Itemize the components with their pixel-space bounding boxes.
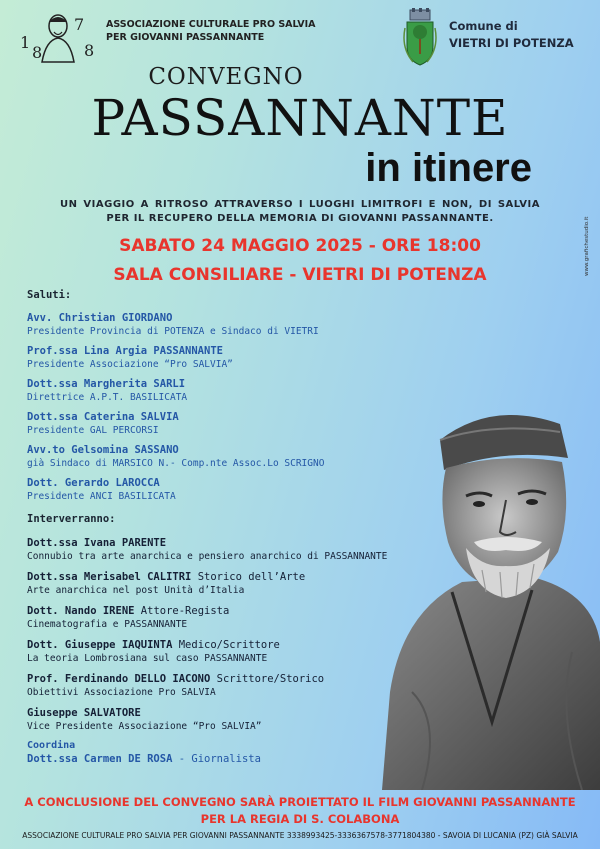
comune-crest [403,8,437,68]
saluti-name: Prof.ssa Lina Argia PASSANNANTE [27,345,223,357]
saluti-heading: Saluti: [27,289,72,301]
main-title: PASSANNANTE [91,89,509,147]
closing-line2: PER LA REGIA DI S. COLABONA [200,812,400,826]
comune-line2: VIETRI DI POTENZA [449,36,574,50]
speaker-name: Dott. Nando IRENE [27,605,135,617]
speaker-name: Dott.ssa Ivana PARENTE [27,537,167,549]
saluti-role: Presidente GAL PERCORSI [27,425,159,436]
svg-text:8: 8 [84,41,95,60]
association-name-line1: ASSOCIAZIONE CULTURALE PRO SALVIA [106,19,316,30]
convegno-label: CONVEGNO [148,64,304,90]
saluti-name: Avv.to Gelsomina SASSANO [27,444,179,456]
event-venue: SALA CONSILIARE - VIETRI DI POTENZA [113,265,487,285]
association-name [106,18,316,44]
saluti-name: Dott.ssa Caterina SALVIA [27,411,179,423]
coordina-role: - Giornalista [178,753,261,765]
speaker-title: Scrittore/Storico [216,673,325,685]
coordina-name: Dott.ssa Carmen DE ROSA [27,753,173,765]
speaker-topic: Connubio tra arte anarchica e pensiero anarchico di PASSANNANTE [27,551,388,562]
association-name-line2: PER GIOVANNI PASSANNANTE [106,32,265,43]
coordina-heading: Coordina [27,740,76,751]
speaker-topic: Obiettivi Associazione Pro SALVIA [27,687,216,698]
speaker-name: Dott.ssa Merisabel CALITRI [27,571,192,583]
speaker-name: Giuseppe SALVATORE [27,707,141,719]
svg-text:7: 7 [74,15,85,34]
speaker-name: Prof. Ferdinando DELLO IACONO [27,673,211,685]
speaker-topic: La teoria Lombrosiana sul caso PASSANNANTE [27,653,268,664]
designer-credit: www.grafichestudio.it [584,216,590,276]
saluti-role: Presidente ANCI BASILICATA [27,491,176,502]
svg-text:8: 8 [32,43,43,62]
event-date: SABATO 24 MAGGIO 2025 - ORE 18:00 [119,236,481,256]
speaker-title: Storico dell’Arte [197,571,306,583]
saluti-role: Direttrice A.P.T. BASILICATA [27,392,188,403]
portrait-photo [382,392,600,790]
comune-name [449,18,574,52]
saluti-name: Avv. Christian GIORDANO [27,312,173,324]
saluti-role: già Sindaco di MARSICO N.- Comp.nte Assoc.Lo SCRIGNO [27,458,325,469]
association-logo [18,8,100,64]
svg-text:1: 1 [20,33,31,52]
closing-line1: A CONCLUSIONE DEL CONVEGNO SARÀ PROIETTATO IL FILM GIOVANNI PASSANNANTE [24,795,576,809]
interventi-heading: Interverranno: [27,513,116,525]
speaker-topic: Vice Presidente Associazione “Pro SALVIA” [27,721,262,732]
speaker-name: Dott. Giuseppe IAQUINTA [27,639,173,651]
saluti-role: Presidente Associazione “Pro SALVIA” [27,359,233,370]
footer-contacts: ASSOCIAZIONE CULTURALE PRO SALVIA PER GIOVANNI PASSANNANTE 3338993425-3336367578-3771804380 - SAVOIA DI LUCANIA (PZ) GIÀ SALVIA [22,831,578,840]
speaker-topic: Arte anarchica nel post Unità d’Italia [27,585,245,596]
saluti-name: Dott.ssa Margherita SARLI [27,378,186,390]
saluti-item [27,311,447,338]
saluti-role: Presidente Provincia di POTENZA e Sindaco di VIETRI [27,326,319,337]
speaker-topic: Cinematografia e PASSANNANTE [27,619,188,630]
speaker-title: Attore-Regista [140,605,230,617]
subtitle: in itinere [365,146,532,190]
speaker-title: Medico/Scrittore [178,639,280,651]
comune-line1: Comune di [449,19,518,33]
intro-text: UN VIAGGIO A RITROSO ATTRAVERSO I LUOGHI LIMITROFI E NON, DI SALVIA PER IL RECUPERO DELLA MEMORIA DI GIOVANNI PASSANNANTE. [60,199,540,224]
closing-announcement [0,794,600,828]
saluti-item [27,344,447,371]
saluti-name: Dott. Gerardo LAROCCA [27,477,160,489]
